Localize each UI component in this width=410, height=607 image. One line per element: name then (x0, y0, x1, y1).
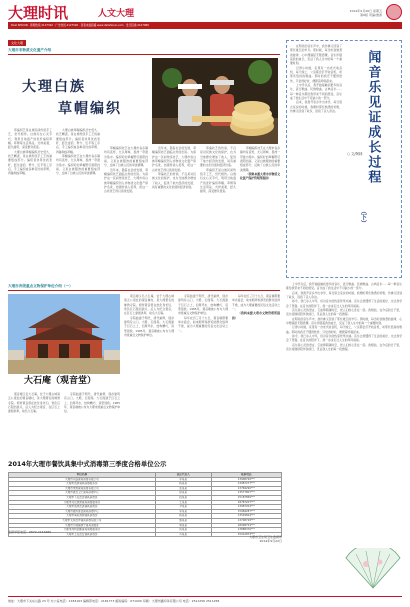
section-tag-label: 文化大理 (8, 40, 26, 46)
article2-column-4 (178, 294, 228, 456)
article1-column-1 (8, 128, 52, 278)
essay-column-1 (290, 44, 342, 274)
article1-paragraph: 草帽编织技艺在大理市各乡镇均有流传，尤以周城、喜洲一带最为集中。编织好的草帽既可遮阳挡雨，又是白族服饰的重要组成部分，反映了白族人民的审美情趣。 (56, 154, 100, 176)
table-cell: 15187856*** (211, 495, 281, 500)
article1-paragraph: 草帽编织技艺在大理市各乡镇均有流传，尤以周城、喜洲一带最为集中。编织好的草帽既可遮阳挡雨，又是白族服饰的重要组成部分，反映了白族人民的审美情趣。 (104, 146, 148, 168)
divider (8, 290, 280, 291)
table-cell: 杨某某 (155, 482, 211, 487)
table-cell: 15912873*** (211, 532, 281, 537)
divider (8, 54, 280, 55)
table-cell: 13529604*** (211, 514, 281, 519)
article1-paragraph: 草编技艺的传承，不仅是对民族文化的保护，也为当地群众增加了收入，促进了地方经济的发展，具有重要的文化价值和经济价值。 (152, 172, 196, 190)
article2-kicker: 大理市各级重点文物保护单位介绍（一） (8, 284, 73, 288)
notice-hotline: 监督举报电话：0872-2131680 (8, 530, 52, 534)
article1-credit: （资料来源大理市非物质文化遗产保护管理所提供） (240, 172, 280, 181)
notice-title: 2014年大理市餐饮具集中式消毒第三季度合格单位公示 (8, 460, 167, 468)
table-cell: 尹某某 (155, 505, 211, 510)
table-cell: 13769290*** (211, 486, 281, 491)
article2-paragraph: 观音塘又名大石庵，位于大理古城南五公里处的观音塘村，是大理著名的佛教寺院。相传观音曾在此化身老妇，背负巨石阻挡敌兵，后人为纪念观音，在巨石上建阁供奉，故名大石庵。 (8, 392, 60, 414)
table-cell: 13577807*** (211, 491, 281, 496)
table-cell: 大理市凤仪康源餐具消毒服务部 (9, 500, 156, 505)
table-cell: 13987277*** (211, 482, 281, 487)
table-cell: 18908724*** (211, 523, 281, 528)
article1-paragraph: 草帽编织技艺在大理市各乡镇均有流传，尤以周城、喜洲一带最为集中。编织好的草帽既可遮阳挡雨，又是白族服饰的重要组成部分，反映了白族人民的审美情趣。 (240, 146, 280, 172)
table-cell: 大理市下关洁洁餐具消毒部 (9, 495, 156, 500)
column-header: 法定代表人 (155, 473, 211, 478)
table-cell: 大理市太和洁净餐具消毒有限公司 (9, 518, 156, 523)
table-cell: 18787207*** (211, 500, 281, 505)
article1-column-2 (56, 128, 100, 278)
table-cell: 大理市喜洲洁美餐具消毒部 (9, 505, 156, 510)
essay-title: 闻音乐见证成长过程 (365, 50, 381, 185)
article1-title-line2: 草帽编织 (58, 101, 122, 117)
article1-paragraph: 草编织艺是白族民间传统手工艺，世代相传。白族妇女心灵手巧，利用当地盛产的麦秆编织草帽、草辫等生活用品，式样美观，经久耐用，深受群众喜爱。 (8, 128, 52, 150)
table-cell: 苏某某 (155, 532, 211, 537)
table-cell: 张某某 (155, 486, 211, 491)
essay-paragraph: 在明亮的音乐声中，我仿佛又回到了那些难忘的岁月。那时候，每当听到熟悉的旋律，心中便涌起无限感慨。音乐伴随着我的成长，见证了我人生中的每一个重要时刻。 (290, 44, 342, 66)
essay-continuation (286, 282, 402, 552)
notice-table (8, 472, 282, 537)
section-tag (8, 40, 26, 46)
table-cell: 大理市清洁卫士餐具消毒中心 (9, 491, 156, 496)
header-info (350, 9, 382, 17)
table-cell: 杨某某 (155, 514, 211, 519)
article1-paragraph: 草编技艺的传承，不仅是对民族文化的保护，也为当地群众增加了收入，促进了地方经济的发展，具有重要的文化价值和经济价值。 (200, 146, 236, 168)
article2-column-1 (8, 392, 60, 456)
essay-paragraph: 上中学以后，我开始接触到更多的音乐，流行歌曲、民族歌曲、古典音乐……每一种音乐都给我带来不同的感受。音乐成了我生活中不可缺少的一部分。 (286, 282, 402, 291)
article1-paragraph: 大理白族草帽编织历史悠久，技艺精湛，是白族传统手工艺的重要组成部分。编织者选用优质麦秆，经过浸泡、劈分、压平等工序后，手工编织成各种花纹的草辫，再缝制成草帽。 (8, 149, 52, 176)
essay-paragraph: 后来，我离开家乡外出求学，每当思念家乡的时候，我便听那些熟悉的老歌，仿佛又回到了故乡，回到了亲人身边。 (290, 100, 342, 114)
table-cell: 施某某 (155, 518, 211, 523)
table-cell: 赵某某 (155, 491, 211, 496)
table-cell: 何某某 (155, 528, 211, 533)
article1-paragraph: 近年来，随着社会的发展，草帽编织技艺面临失传的危险。为保护这一民间传统技艺，大理市将白族草帽编织列入非物质文化遗产保护名录，加强传承人培养，使这一古老技艺得以延续发展。 (104, 167, 148, 194)
table-cell: 段某某 (155, 495, 211, 500)
article1-paragraph: 近年来，随着社会的发展，草帽编织技艺面临失传的危险。为保护这一民间传统技艺，大理市将白族草帽编织列入非物质文化遗产保护名录，加强传承人培养，使这一古老技艺得以延续发展。 (152, 146, 196, 172)
notice-footer (8, 530, 282, 544)
table-cell: 13888376*** (211, 528, 281, 533)
article2-column-5 (232, 294, 280, 456)
essay-paragraph: 后来，我离开家乡外出求学，每当思念家乡的时候，我便听那些熟悉的老歌，仿佛又回到了故乡，回到了亲人身边。 (286, 290, 402, 300)
table-cell: 李某某 (155, 509, 211, 514)
table-cell: 大理市上关洁安餐具消毒部 (9, 532, 156, 537)
table-cell: 大理市湾桥金鹏餐具消毒服务部 (9, 528, 156, 533)
flower-emblem-icon (386, 4, 402, 20)
table-cell: 13708728*** (211, 518, 281, 523)
article1-kicker: 大理市非物质文化遗产介绍 (8, 48, 52, 52)
essay-author: ○ 文/阿林 (347, 152, 363, 156)
essay-paragraph: 上中学以后，我开始接触到更多的音乐，流行歌曲、民族歌曲、古典音乐……每一种音乐都给我带来不同的感受。音乐成了我生活中不可缺少的一部分。 (290, 83, 342, 101)
article1-column-5 (200, 146, 236, 278)
column-header: 单位名称 (9, 473, 156, 478)
article2-column-3 (124, 294, 174, 456)
table-cell: 13908726*** (211, 477, 281, 482)
table-cell: 大理市兴盛餐具消毒有限公司 (9, 477, 156, 482)
table-cell: 大理市银桥康洁餐具消毒中心 (9, 509, 156, 514)
article2-paragraph: 观音塘又名大石庵，位于大理古城南五公里处的观音塘村，是大理著名的佛教寺院。相传观音曾在此化身老妇，背负巨石阻挡敌兵，后人为纪念观音，在巨石上建阁供奉，故名大石庵。 (124, 294, 174, 316)
essay-paragraph: 音乐是心灵的语言，它能够跨越时空，把人们的心连在一起。我相信，在今后的日子里，音乐将继续陪伴我前行，见证我人生的每一段旅程。 (286, 342, 402, 352)
table-cell: 15969287*** (211, 509, 281, 514)
table-cell: 13987203*** (211, 505, 281, 510)
page-number: 第6版 (360, 13, 369, 17)
article2-paragraph: 每年农历三月十九日，观音塘都要举办庙会，前来朝拜和游览的群众络绎不绝，成为大理重要的民俗文化活动之一。 (232, 294, 280, 312)
table-cell: 大理市大理镇康宁餐具消毒部 (9, 523, 156, 528)
issue-date: 2014年9月26日 星期五 (349, 9, 382, 13)
article2-title: 大石庵（观音堂） (24, 376, 97, 386)
article1-column-3 (104, 146, 148, 278)
page-footer: 地址：大理市下关东山路 23 号 办公室电话：2183163 编辑部电话：2181773 邮政编码：671000 印刷：大理州鑫印务有限公司 电话：2511256 2511258 (8, 596, 402, 605)
essay-paragraph: 记得小时候，家里有一台老式收音机，每天晚上，父亲都会打开收音机，听那些悠扬的歌曲。那时的我还不懂得欣赏，只觉得好听，便跟着哼唱起来。 (290, 65, 342, 83)
article1-column-4 (152, 146, 196, 278)
column-header: 联系电话 (211, 473, 281, 478)
essay-paragraph: 在明亮的音乐声中，我仿佛又回到了那些难忘的岁月。那时候，每当听到熟悉的旋律，心中便涌起无限感慨。音乐伴随着我的成长，见证了我人生中的每一个重要时刻。 (286, 316, 402, 326)
notice-date: 2014年9月22日 (259, 539, 282, 543)
article1-title-line1: 大理白族 (22, 79, 86, 95)
article2-paragraph: 每年农历三月十九日，观音塘都要举办庙会，前来朝拜和游览的群众络绎不绝，成为大理重要的民俗文化活动之一。 (178, 315, 228, 333)
article2-paragraph: 寺院始建于明代，清代重修，现存建筑有山门、大殿、石阁等。大石阁建于巨石之上，四周环水，结构精巧，造型别致。1985年，观音塘被公布为大理市级重点文物保护单位。 (64, 392, 120, 414)
essay-paragraph: 音乐是心灵的语言，它能够跨越时空，把人们的心连在一起。我相信，在今后的日子里，音乐将继续陪伴我前行，见证我人生的每一段旅程。 (286, 308, 402, 317)
temple-photo (8, 294, 120, 374)
newspaper-logo: 大理时讯 (8, 4, 69, 22)
article1-column-6 (240, 146, 280, 278)
table-cell: 李某某 (155, 477, 211, 482)
editor-label: 责编/旅游 (368, 13, 382, 17)
article2-column-2 (64, 392, 120, 456)
article2-paragraph: 寺院始建于明代，清代重修，现存建筑有山门、大殿、石阁等。大石阁建于巨石之上，四周环水，结构精巧，造型别致。1985年，观音塘被公布为大理市级重点文物保护单位。 (124, 315, 174, 338)
article2-credit: （资料来源大理市文物管理所提供） (232, 311, 280, 320)
essay-paragraph: 如今，我已步入中年，但对音乐的热爱丝毫未减。音乐让我懂得了生活的美好，也让我学会了坚强。在音乐的陪伴下，我一步步走过人生的风风雨雨。 (286, 299, 402, 308)
table-cell: 王某某 (155, 500, 211, 505)
essay-paragraph: 如今，我已步入中年，但对音乐的热爱丝毫未减。音乐让我懂得了生活的美好，也让我学会了坚强。在音乐的陪伴下，我一步步走过人生的风风雨雨。 (286, 334, 402, 343)
essay-paragraph: 记得小时候，家里有一台老式收音机，每天晚上，父亲都会打开收音机，听那些悠扬的歌曲。那时的我还不懂得欣赏，只觉得好听，便跟着哼唱起来。 (286, 325, 402, 334)
section-title: 人文大理 (98, 9, 135, 19)
table-cell: 大理市海东清源餐具消毒部 (9, 514, 156, 519)
table-cell: 大理市净源餐具消毒有限公司 (9, 486, 156, 491)
table-cell: 大理市洁康餐具消毒服务部 (9, 482, 156, 487)
article1-paragraph: 大理白族草帽编织历史悠久，技艺精湛，是白族传统手工艺的重要组成部分。编织者选用优质麦秆，经过浸泡、劈分、压平等工序后，手工编织成各种花纹的草辫，再缝制成草帽。 (56, 128, 100, 154)
article2-paragraph: 寺院始建于明代，清代重修，现存建筑有山门、大殿、石阁等。大石阁建于巨石之上，四周环水，结构精巧，造型别致。1985年，观音塘被公布为大理市级重点文物保护单位。 (178, 294, 228, 316)
essay-subtitle: （下） (359, 208, 367, 226)
masthead (8, 4, 402, 32)
notice-issuer: 大理市卫生局卫生监督所 (248, 534, 282, 539)
masthead-contact-bar: DALI SHIXUN · 新闻热线 2127342 · 广告热线 2127520 · 读者来信投稿 www.dalishixun.com · 发行投递 2127089 (8, 22, 402, 29)
weaving-photo (152, 58, 278, 144)
article1-paragraph: 草编织艺是白族民间传统手工艺，世代相传。白族妇女心灵手巧，利用当地盛产的麦秆编织草帽、草辫等生活用品，式样美观，经久耐用，深受群众喜爱。 (200, 167, 236, 194)
fan-illustration (344, 548, 402, 590)
table-cell: 周某某 (155, 523, 211, 528)
